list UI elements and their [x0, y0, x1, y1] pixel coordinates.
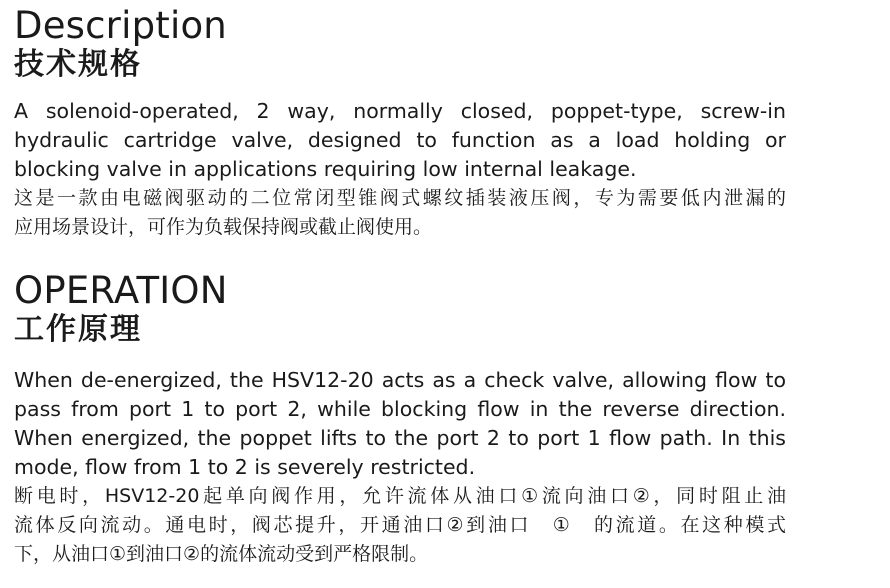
paragraph-line: A solenoid-operated, 2 way, normally closed, poppet-type, screw-in: [14, 99, 786, 123]
paragraph-line: blocking valve in applications requiring low internal leakage.: [14, 157, 637, 181]
description-title-zh: 技术规格: [14, 47, 142, 82]
operation-title-zh: 工作原理: [14, 312, 142, 347]
paragraph-line: When de-energized, the HSV12-20 acts as a check valve, allowing flow to: [14, 368, 786, 392]
operation-paragraph-en: [14, 366, 786, 482]
paragraph-line: 流体反向流动。通电时，阀芯提升，开通油口②到油口 ① 的流道。在这种模式: [14, 514, 786, 536]
description-title-en: Description: [14, 4, 227, 47]
paragraph-line: 这是一款由电磁阀驱动的二位常闭型锥阀式螺纹插装液压阀，专为需要低内泄漏的: [14, 187, 786, 209]
paragraph-line: 下，从油口①到油口②的流体流动受到严格限制。: [14, 543, 429, 565]
paragraph-line: mode, flow from 1 to 2 is severely restricted.: [14, 455, 476, 479]
operation-title-en: OPERATION: [14, 269, 228, 312]
description-paragraph-en: [14, 97, 786, 184]
description-paragraph-zh: [14, 184, 786, 242]
paragraph-line: 断电时，HSV12-20起单向阀作用，允许流体从油口①流向油口②，同时阻止油: [14, 485, 786, 507]
operation-paragraph-zh: [14, 482, 786, 569]
paragraph-line: 应用场景设计，可作为负载保持阀或截止阀使用。: [14, 216, 433, 238]
paragraph-line: hydraulic cartridge valve, designed to function as a load holding or: [14, 128, 786, 152]
paragraph-line: pass from port 1 to port 2, while blocking flow in the reverse direction.: [14, 397, 786, 421]
paragraph-line: When energized, the poppet lifts to the port 2 to port 1 flow path. In this: [14, 426, 786, 450]
